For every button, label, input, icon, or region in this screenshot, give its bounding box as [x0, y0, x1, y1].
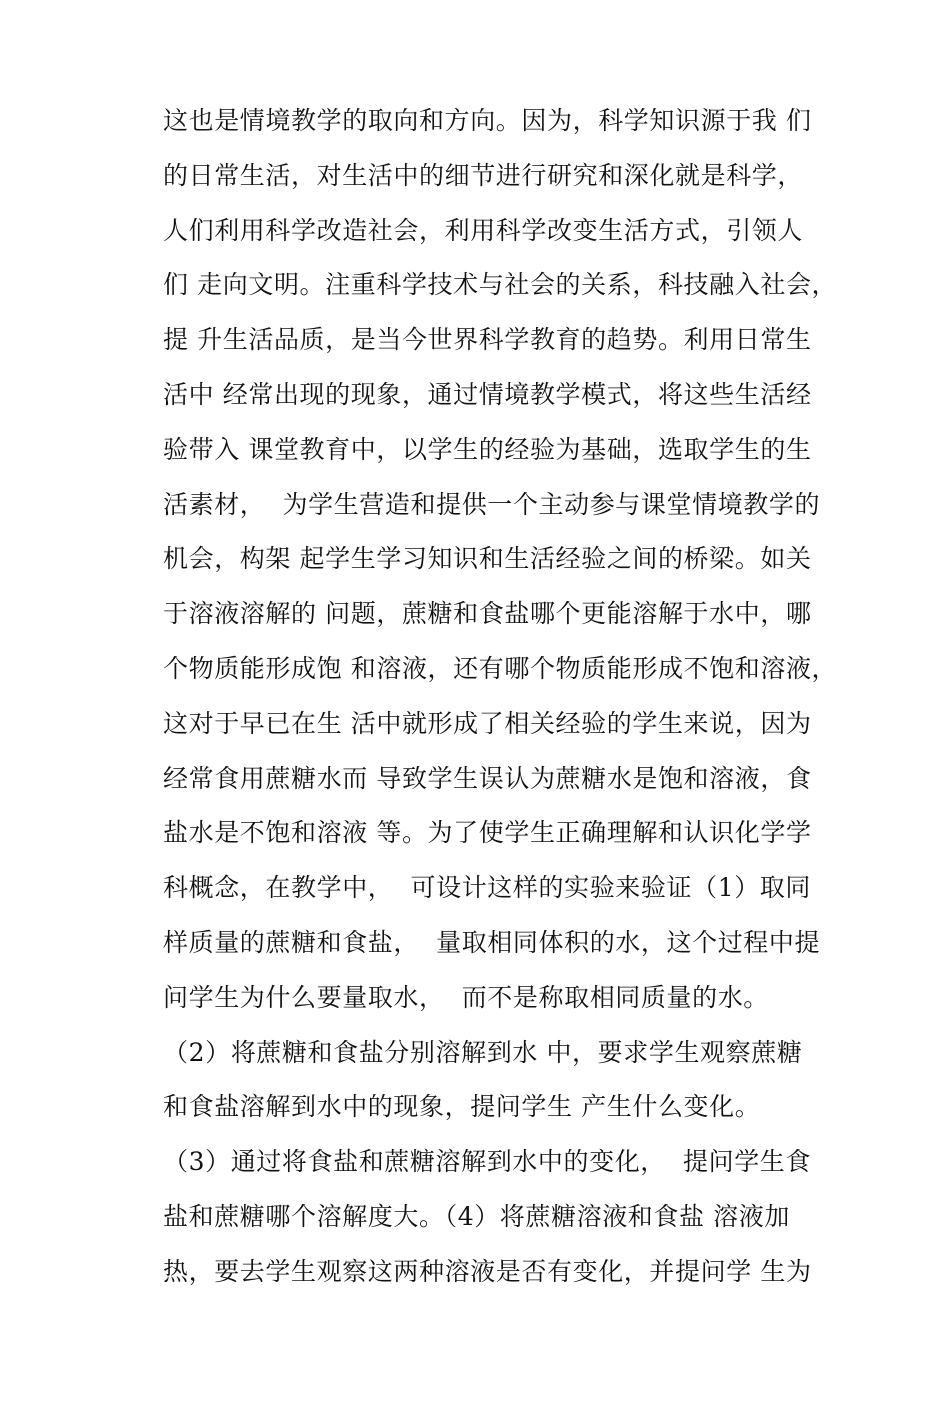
text-line: 盐水是不饱和溶液 等。为了使学生正确理解和认识化学学 [163, 818, 812, 848]
text-line: 活素材， 为学生营造和提供一个主动参与课堂情境教学的 [163, 489, 821, 519]
text-line: 提 升生活品质，是当今世界科学教育的趋势。利用日常生 [163, 325, 812, 355]
text-line: 个物质能形成饱 和溶液，还有哪个物质能形成不饱和溶液， [163, 653, 838, 683]
body-text [163, 94, 883, 1300]
text-line: 人们利用科学改造社会，利用科学改变生活方式，引领人 [163, 215, 804, 245]
text-line: 样质量的蔗糖和食盐， 量取相同体积的水，这个过程中提 [163, 927, 821, 957]
text-line: 们 走向文明。注重科学技术与社会的关系，科技融入社会， [163, 270, 838, 300]
text-line: 热，要去学生观察这两种溶液是否有变化，并提问学 生为 [163, 1256, 812, 1286]
text-line: 盐和蔗糖哪个溶解度大。（4）将蔗糖溶液和食盐 溶液加 [163, 1201, 790, 1231]
text-line: 问学生为什么要量取水， 而不是称取相同质量的水。 [163, 982, 769, 1012]
text-line: 科概念，在教学中， 可设计这样的实验来验证（1）取同 [163, 873, 812, 903]
text-line: 这对于早已在生 活中就形成了相关经验的学生来说，因为 [163, 708, 812, 738]
text-line: 的日常生活，对生活中的细节进行研究和深化就是科学， [163, 160, 804, 190]
text-line: 经常食用蔗糖水而 导致学生误认为蔗糖水是饱和溶液，食 [163, 763, 812, 793]
text-line: （3）通过将食盐和蔗糖溶解到水中的变化， 提问学生食 [163, 1147, 812, 1177]
text-line: 和食盐溶解到水中的现象，提问学生 产生什么变化。 [163, 1092, 761, 1122]
text-line: 于溶液溶解的 问题，蔗糖和食盐哪个更能溶解于水中，哪 [163, 599, 812, 629]
text-line: 这也是情境教学的取向和方向。因为，科学知识源于我 们 [163, 106, 812, 135]
text-line: （2）将蔗糖和食盐分别溶解到水 中，要求学生观察蔗糖 [163, 1037, 803, 1067]
text-line: 机会，构架 起学生学习知识和生活经验之间的桥梁。如关 [163, 544, 812, 574]
text-line: 活中 经常出现的现象，通过情境教学模式，将这些生活经 [163, 379, 812, 409]
text-line: 验带入 课堂教育中，以学生的经验为基础，选取学生的生 [163, 434, 812, 464]
